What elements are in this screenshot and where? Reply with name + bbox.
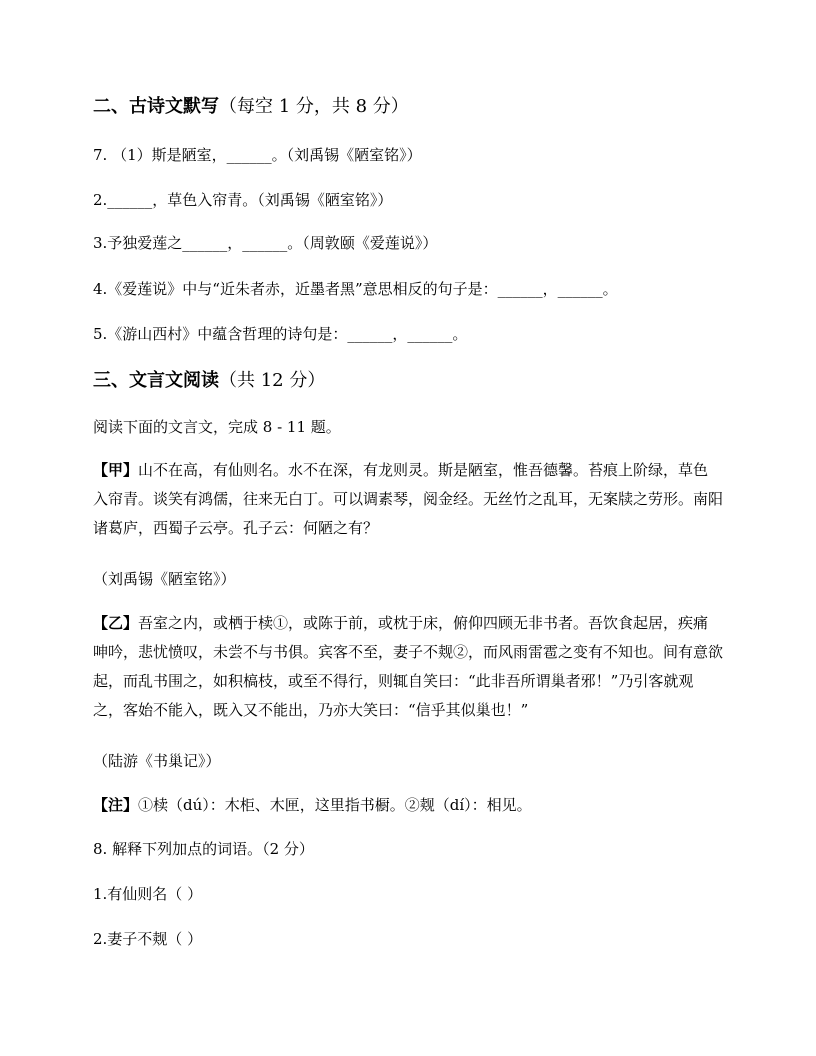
- passage-jia: [93, 456, 723, 543]
- passage-jia-text: 山不在高，有仙则名。水不在深，有龙则灵。斯是陋室，惟吾德馨。苔痕上阶绿，草色入帘青。谈笑有鸿儒，往来无白丁。可以调素琴，阅金经。无丝竹之乱耳，无案牍之劳形。南阳诸葛庐，西蜀子云亭。孔子云：何陋之有？: [93, 461, 724, 537]
- question-8-item-2: 2.妻子不觌（ ）: [93, 930, 203, 948]
- section3-title: 三、文言文阅读: [93, 370, 219, 391]
- section3-heading: [93, 369, 733, 393]
- section3-intro: 阅读下面的文言文，完成 8 - 11 题。: [93, 418, 341, 436]
- section2-score: （每空 1 分，共 8 分）: [219, 96, 409, 117]
- question-7-1: 7. （1）斯是陋室，______。（刘禹锡《陋室铭》）: [93, 146, 422, 164]
- passage-yi-source: （陆游《书巢记》）: [93, 752, 221, 770]
- passage-yi-label: 【乙】: [93, 614, 139, 632]
- question-8: 8. 解释下列加点的词语。（2 分）: [93, 840, 314, 858]
- passage-yi-text: 吾室之内，或栖于椟①，或陈于前，或枕于床，俯仰四顾无非书者。吾饮食起居，疾痛呻吟，悲忧愤叹，未尝不与书俱。宾客不至，妻子不觌②，而风雨雷雹之变有不知也。间有意欲起，而乱书围之，如积槁枝，或至不得行，则辄自笑曰：“此非吾所谓巢者邪！”乃引客就观之，客始不能入，既入又不能出，乃亦大笑曰：“信乎其似巢也！”: [93, 614, 724, 719]
- question-7-5: 5.《游山西村》中蕴含哲理的诗句是：______，______。: [93, 325, 468, 343]
- note-text: ①椟（dú）：木柜、木匣，这里指书橱。②觌（dí）：相见。: [138, 796, 532, 814]
- passage-jia-label: 【甲】: [93, 461, 139, 479]
- question-8-item-1: 1.有仙则名（ ）: [93, 885, 203, 903]
- annotation-note: [93, 795, 733, 815]
- question-7-2: 2.______，草色入帘青。（刘禹锡《陋室铭》）: [93, 191, 393, 209]
- passage-jia-source: （刘禹锡《陋室铭》）: [93, 570, 236, 588]
- section3-score: （共 12 分）: [219, 370, 326, 391]
- note-label: 【注】: [93, 796, 139, 814]
- question-7-4: 4.《爱莲说》中与“近朱者赤，近墨者黑”意思相反的句子是：______，______。: [93, 280, 618, 298]
- section2-title: 二、古诗文默写: [93, 96, 219, 117]
- section2-heading: [93, 95, 733, 119]
- passage-yi: [93, 609, 723, 725]
- question-7-3: 3.予独爱莲之______，______。（周敦颐《爱莲说》）: [93, 234, 438, 252]
